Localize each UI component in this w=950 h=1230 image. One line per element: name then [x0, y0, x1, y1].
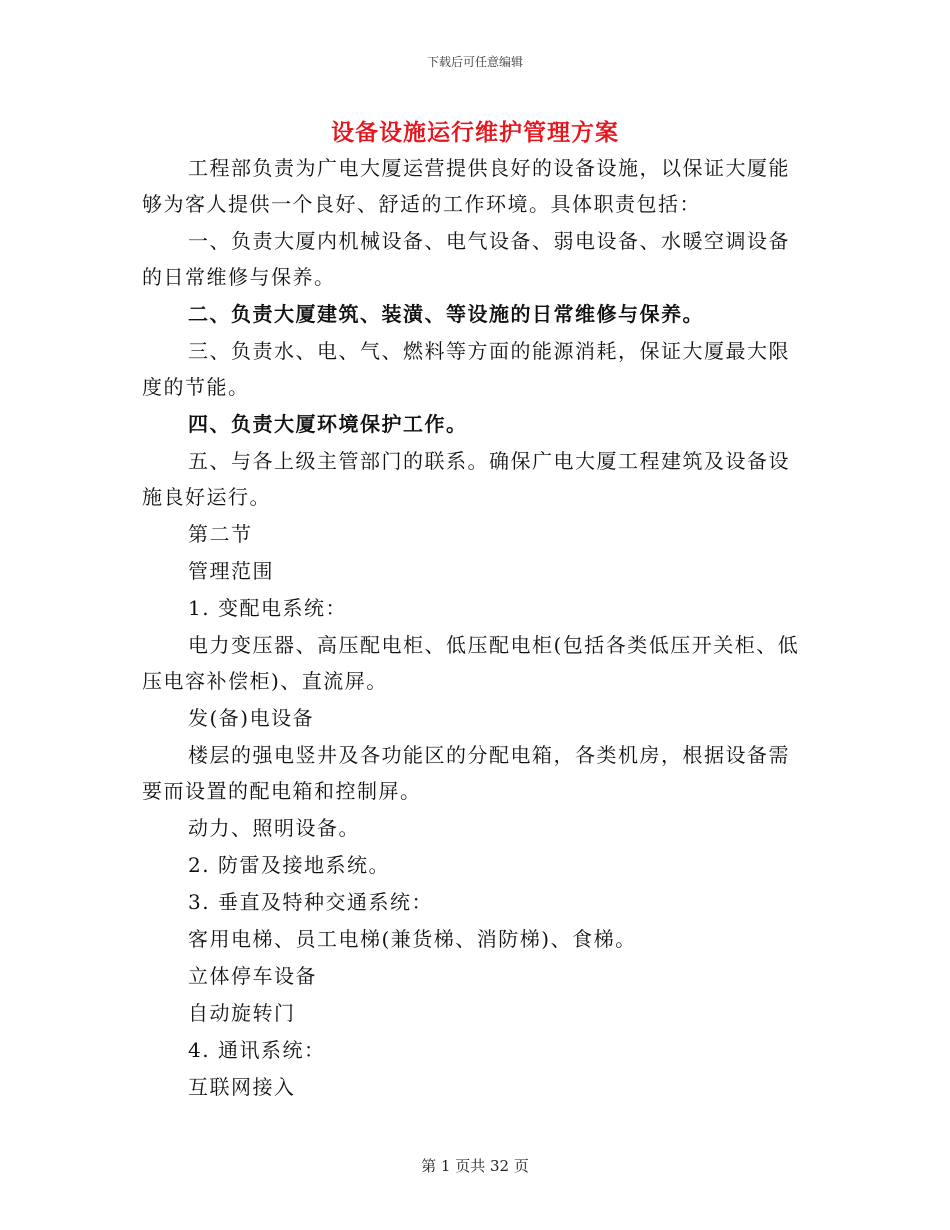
paragraph: 五、与各上级主管部门的联系。确保广电大厦工程建筑及设备设施良好运行。: [142, 449, 790, 509]
paragraph: 动力、照明设备。: [188, 816, 360, 840]
paragraph: 立体停车设备: [188, 964, 317, 988]
page-header: 下载后可任意编辑: [426, 55, 523, 69]
section-subheading: 管理范围: [188, 559, 274, 583]
section-heading: 第二节: [188, 522, 253, 546]
page-footer: 第 1 页共 32 页: [421, 1157, 529, 1175]
paragraph: 二、负责大厦建筑、装潢、等设施的日常维修与保养。: [188, 302, 704, 326]
paragraph: 一、负责大厦内机械设备、电气设备、弱电设备、水暖空调设备的日常维修与保养。: [142, 229, 790, 289]
paragraph: 自动旋转门: [188, 1001, 296, 1025]
paragraph: 楼层的强电竖井及各功能区的分配电箱，各类机房，根据设备需要而设置的配电箱和控制屏。: [142, 743, 790, 803]
paragraph: 三、负责水、电、气、燃料等方面的能源消耗，保证大厦最大限度的节能。: [142, 339, 790, 399]
paragraph: 电力变压器、高压配电柜、低压配电柜(包括各类低压开关柜、低压电容补偿柜)、直流屏。: [142, 633, 800, 693]
document-title: 设备设施运行维护管理方案: [331, 119, 619, 146]
list-heading: 2. 防雷及接地系统。: [188, 853, 390, 877]
paragraph: 四、负责大厦环境保护工作。: [188, 412, 468, 436]
list-heading: 3. 垂直及特种交通系统：: [188, 890, 433, 914]
paragraph: 工程部负责为广电大厦运营提供良好的设备设施，以保证大厦能够为客人提供一个良好、舒适的工作环境。具体职责包括：: [142, 156, 790, 216]
paragraph: 互联网接入: [188, 1075, 296, 1099]
list-heading: 1. 变配电系统：: [188, 596, 347, 620]
paragraph: 客用电梯、员工电梯(兼货梯、消防梯)、食梯。: [188, 927, 637, 951]
paragraph: 发(备)电设备: [188, 706, 315, 730]
document-body: [142, 150, 808, 1106]
list-heading: 4. 通讯系统：: [188, 1038, 326, 1062]
